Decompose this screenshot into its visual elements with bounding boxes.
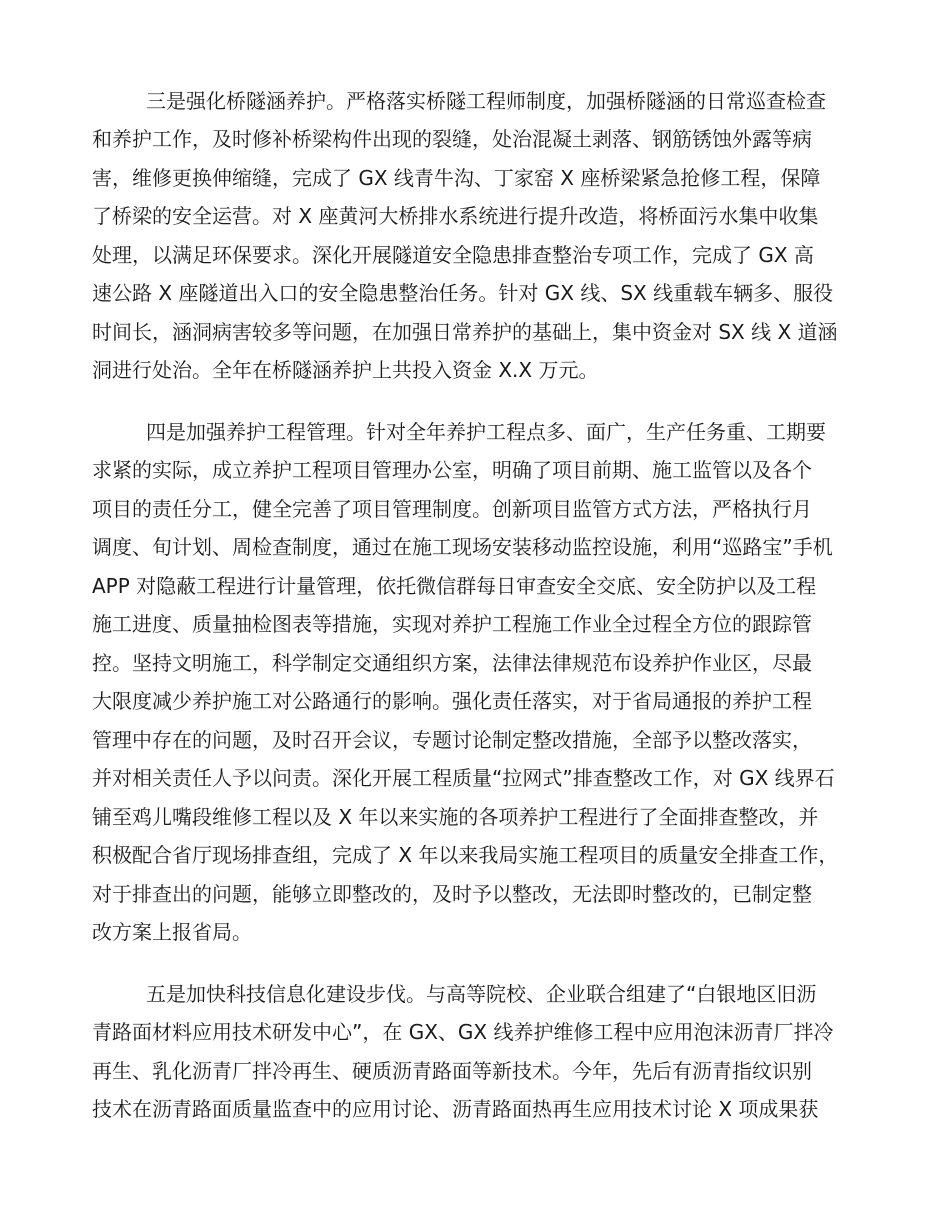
paragraph-line: 技术在沥青路面质量监查中的应用讨论、沥青路面热再生应用技术讨论 X 项成果获	[92, 1097, 819, 1121]
paragraph-line: 速公路 X 座隧道出入口的安全隐患整治任务。针对 GX 线、SX 线重载车辆多、服役	[92, 281, 834, 305]
paragraph-line: 害，维修更换伸缩缝，完成了 GX 线青牛沟、丁家窑 X 座桥梁紧急抢修工程，保障	[92, 166, 821, 190]
paragraph-line: 项目的责任分工，健全完善了项目管理制度。创新项目监管方式方法，严格执行月	[92, 497, 812, 521]
paragraph-line: 时间长，涵洞病害较多等问题，在加强日常养护的基础上，集中资金对 SX 线 X 道涵	[92, 320, 838, 344]
paragraph-line: 并对相关责任人予以问责。深化开展工程质量“拉网式”排查整改工作，对 GX 线界石	[92, 766, 835, 790]
paragraph-line: 调度、旬计划、周检查制度，通过在施工现场安装移动监控设施，利用“巡路宝”手机	[92, 535, 833, 559]
paragraph-line: 改方案上报省局。	[92, 920, 252, 944]
paragraph-line: 铺至鸡儿嘴段维修工程以及 X 年以来实施的各项养护工程进行了全面排查整改，并	[92, 805, 819, 829]
paragraph-line: 求紧的实际，成立养护工程项目管理办公室，明确了项目前期、施工监管以及各个	[92, 458, 812, 482]
paragraph-line: 施工进度、质量抽检图表等措施，实现对养护工程施工作业全过程全方位的跟踪管	[92, 612, 812, 636]
paragraph-line: 处理，以满足环保要求。深化开展隧道安全隐患排查整治专项工作，完成了 GX 高	[92, 243, 814, 267]
paragraph-line: 大限度减少养护施工对公路通行的影响。强化责任落实，对于省局通报的养护工程	[92, 689, 812, 713]
paragraph-line: 四是加强养护工程管理。针对全年养护工程点多、面广，生产任务重、工期要	[146, 420, 826, 444]
paragraph-line: 青路面材料应用技术研发中心”，在 GX、GX 线养护维修工程中应用泡沫沥青厂拌冷	[92, 1020, 834, 1044]
paragraph-line: 洞进行处治。全年在桥隧涵养护上共投入资金 X.X 万元。	[92, 358, 599, 382]
paragraph-line: 五是加快科技信息化建设步伐。与高等院校、企业联合组建了“白银地区旧沥	[146, 982, 817, 1006]
paragraph-line: 对于排查出的问题，能够立即整改的，及时予以整改，无法即时整改的，已制定整	[92, 882, 812, 906]
paragraph-line: 再生、乳化沥青厂拌冷再生、硬质沥青路面等新技术。今年，先后有沥青指纹识别	[92, 1059, 812, 1083]
paragraph-line: 管理中存在的问题，及时召开会议，专题讨论制定整改措施，全部予以整改落实，	[92, 728, 812, 752]
paragraph-line: 和养护工作，及时修补桥梁构件出现的裂缝，处治混凝土剥落、钢筋锈蚀外露等病	[92, 127, 812, 151]
paragraph-line: 控。坚持文明施工，科学制定交通组织方案，法律法律规范布设养护作业区，尽最	[92, 651, 812, 675]
paragraph-line: 积极配合省厅现场排查组，完成了 X 年以来我局实施工程项目的质量安全排查工作，	[92, 843, 839, 867]
paragraph-line: 三是强化桥隧涵养护。严格落实桥隧工程师制度，加强桥隧涵的日常巡查检查	[146, 89, 826, 113]
paragraph-line: 了桥梁的安全运营。对 X 座黄河大桥排水系统进行提升改造，将桥面污水集中收集	[92, 204, 819, 228]
paragraph-line: APP 对隐蔽工程进行计量管理，依托微信群每日审查安全交底、安全防护以及工程	[92, 574, 817, 598]
